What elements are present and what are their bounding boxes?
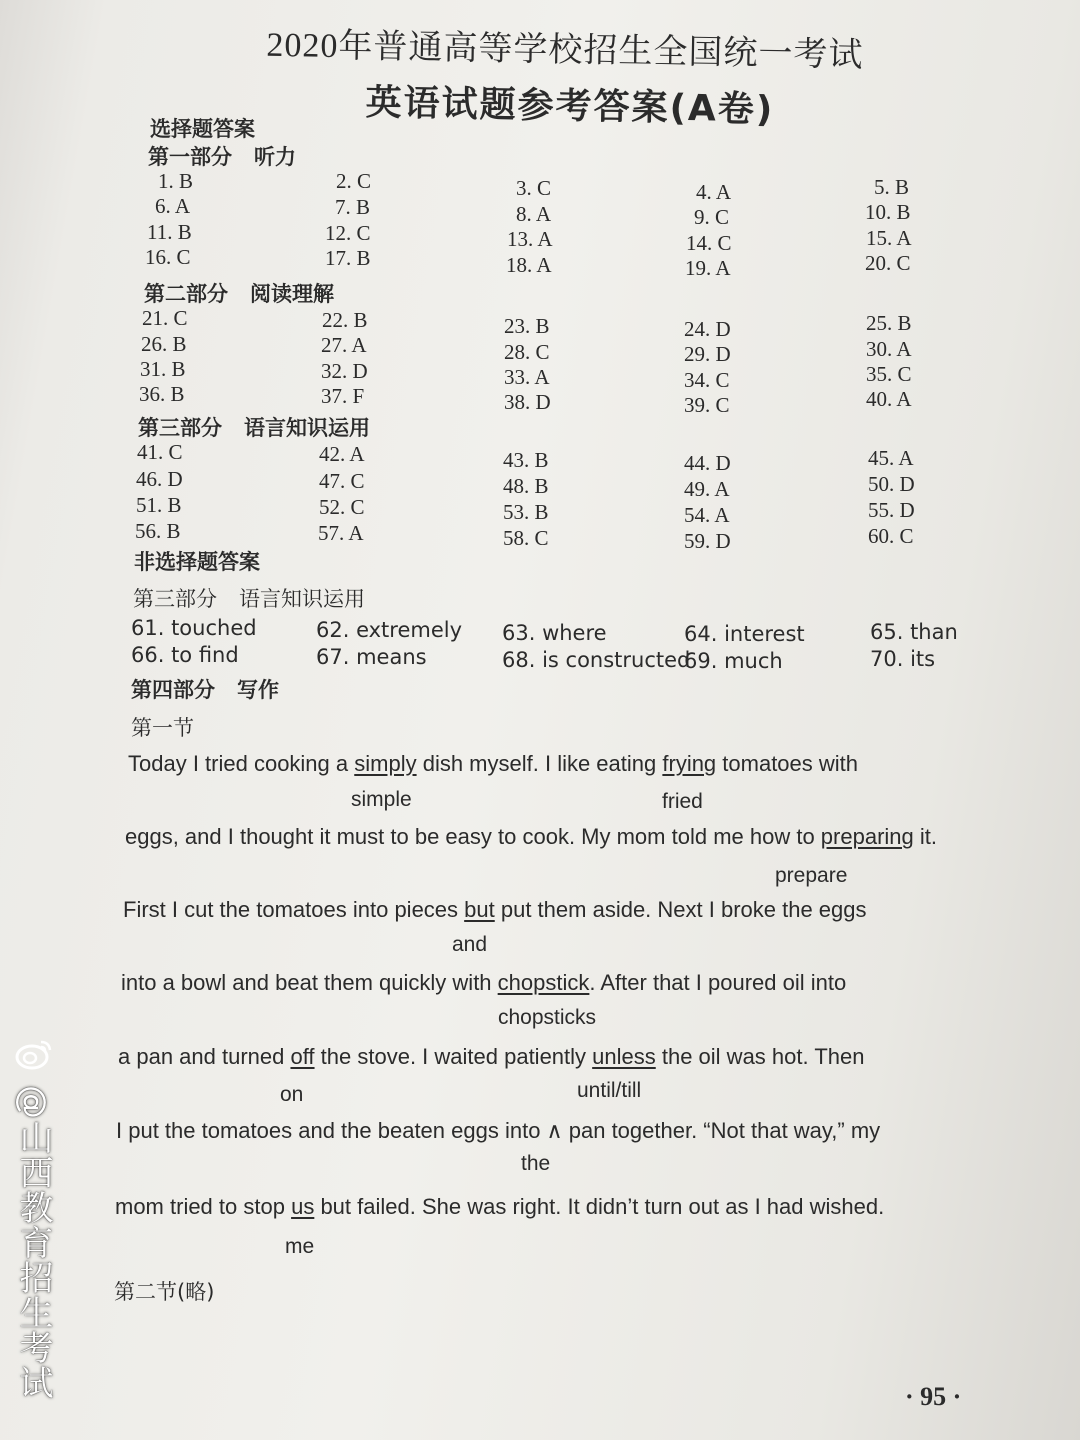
answer-cell: 22. B [322,308,368,332]
answer-row [0,169,1080,204]
answer-cell: 24. D [684,317,731,341]
answer-row [0,381,1080,417]
answer-cell: 29. D [684,342,731,366]
part3b-name: 语言知识运用 [239,587,365,611]
answer-cell: 53. B [503,500,549,524]
part3-name: 语言知识运用 [244,416,370,440]
answer-cell: 4. A [696,180,732,204]
correction-word: me [285,1235,315,1258]
answer-cell: 13. A [507,227,553,251]
answer-cell: 26. B [141,332,187,356]
part3-answer-grid [0,440,1080,553]
answer-cell: 67. means [316,645,427,669]
answer-cell: 51. B [136,493,182,517]
correction-word: chopsticks [498,1006,597,1029]
answer-cell: 34. C [684,368,730,392]
error-word: unless [592,1044,656,1069]
answer-cell: 33. A [504,365,550,389]
answer-cell: 57. A [318,521,364,545]
answer-cell: 48. B [503,474,549,498]
answer-cell: 19. A [685,256,731,280]
essay-line: into a bowl and beat them quickly with chopstick. After that I poured oil into [121,970,847,995]
answer-cell: 8. A [516,202,552,226]
correction-word: until/till [577,1079,642,1102]
answer-cell: 36. B [139,382,185,406]
answer-cell: 50. D [868,472,915,496]
answer-cell: 55. D [868,498,915,522]
essay-line: mom tried to stop us but failed. She was right. It didn’t turn out as I had wished. [115,1194,885,1219]
answer-cell: 35. C [866,362,912,386]
error-word: off [290,1044,315,1069]
weibo-logo-icon [14,1036,54,1072]
answer-cell: 62. extremely [316,618,463,642]
answer-cell: 44. D [684,451,731,475]
answer-cell: 63. where [502,621,607,645]
section1-label: 第一节 [131,716,194,740]
answer-cell: 43. B [503,448,549,472]
part1-name: 听力 [254,145,296,169]
answer-cell: 46. D [136,467,183,491]
part3-header [138,412,370,442]
answer-cell: 30. A [866,337,912,361]
answer-cell: 15. A [866,226,912,250]
part2-name: 阅读理解 [250,282,334,306]
error-word: chopstick [497,970,590,995]
exam-title: 2020年普通高等学校招生全国统一考试 [266,26,864,75]
answer-cell: 27. A [321,333,367,357]
page-number: · 95 · [905,1382,962,1411]
answer-cell: 7. B [335,195,371,219]
answer-row [0,194,1080,229]
part1-answer-grid [0,169,1080,280]
answer-cell: 66. to find [131,643,239,667]
answer-cell: 45. A [868,446,914,470]
answer-cell: 68. is constructed [502,648,691,672]
answer-cell: 49. A [684,477,730,501]
answer-row [0,440,1080,475]
answer-cell: 9. C [694,205,730,229]
essay-line: Today I tried cooking a simply dish myself. I like eating frying tomatoes with [128,751,859,776]
answer-cell: 65. than [870,620,958,644]
answer-row [0,331,1080,366]
answer-cell: 14. C [686,231,732,255]
answer-cell: 42. A [319,442,365,466]
part1-header [148,141,296,171]
correction-word: fried [662,790,703,813]
answer-cell: 6. A [155,194,191,218]
answer-cell: 54. A [684,503,730,527]
error-word: simply [354,751,417,776]
answer-cell: 69. much [684,649,783,673]
answer-row [0,643,1080,673]
answer-cell: 12. C [325,221,371,245]
error-word: but [464,897,495,922]
answer-cell: 37. F [321,384,365,408]
nonchoice-section-header: 非选择题答案 [134,550,260,574]
answer-cell: 52. C [319,495,365,519]
answer-cell: 32. D [321,359,368,383]
answer-cell: 21. C [142,306,188,330]
answer-cell: 20. C [865,251,911,275]
error-word: preparing [820,824,914,849]
answer-row [0,492,1080,527]
answer-cell: 59. D [684,529,731,553]
answer-cell: 1. B [158,169,194,193]
answer-cell: 3. C [516,176,552,200]
answer-cell: 38. D [504,390,551,414]
part2-header [144,278,334,308]
answer-cell: 39. C [684,393,730,417]
part3b-header [133,583,365,613]
answer-cell: 25. B [866,311,912,335]
answer-row [0,219,1080,255]
essay-line: a pan and turned off the stove. I waited patiently unless the oil was hot. Then [118,1044,865,1069]
answer-cell: 58. C [503,526,549,550]
part4-label: 第四部分 [131,678,215,702]
part1-label: 第一部分 [148,145,232,169]
answer-cell: 5. B [874,175,910,199]
answer-cell: 64. interest [684,622,805,646]
correction-word: on [280,1083,304,1106]
part3b-label: 第三部分 [133,587,217,611]
essay-line: First I cut the tomatoes into pieces but put them aside. Next I broke the eggs [123,897,867,922]
answer-row [0,244,1080,280]
answer-cell: 61. touched [131,616,257,640]
answer-cell: 31. B [140,357,186,381]
part3b-answer-grid [0,616,1080,673]
correction-word: simple [351,788,412,811]
answer-cell: 18. A [506,253,552,277]
answer-cell: 40. A [866,387,912,411]
answer-row [0,518,1080,553]
section2-label: 第二节(略) [114,1280,215,1304]
answer-row [0,306,1080,341]
essay-line: I put the tomatoes and the beaten eggs into ∧ pan together. “Not that way,” my [116,1118,881,1143]
answer-cell: 60. C [868,524,914,548]
answer-cell: 10. B [865,200,911,224]
answer-cell: 2. C [336,169,372,193]
answer-row [0,616,1080,646]
exam-subtitle: 英语试题参考答案(A卷) [365,82,775,131]
answer-row [0,466,1080,501]
correction-word: and [452,933,488,956]
error-word: us [291,1194,315,1219]
essay-line: eggs, and I thought it must to be easy to cook. My mom told me how to preparing it. [125,824,937,849]
answer-cell: 28. C [504,340,550,364]
part4-name: 写作 [237,678,279,702]
choice-section-header: 选择题答案 [150,117,255,141]
answer-cell: 41. C [137,440,183,464]
answer-row [0,356,1080,392]
correction-word: the [521,1152,551,1175]
part4-header [131,674,279,704]
part3-label: 第三部分 [138,416,222,440]
part2-label: 第二部分 [144,282,228,306]
answer-cell: 16. C [145,245,191,269]
answer-cell: 70. its [870,647,936,671]
answer-cell: 47. C [319,469,365,493]
error-word: frying [662,751,717,776]
answer-cell: 56. B [135,519,181,543]
answer-cell: 23. B [504,314,550,338]
answer-cell: 11. B [147,220,192,244]
correction-word: prepare [775,864,848,887]
answer-cell: 17. B [325,246,371,270]
part2-answer-grid [0,306,1080,417]
watermark-text: @山西教育招生考试 [13,1085,53,1400]
